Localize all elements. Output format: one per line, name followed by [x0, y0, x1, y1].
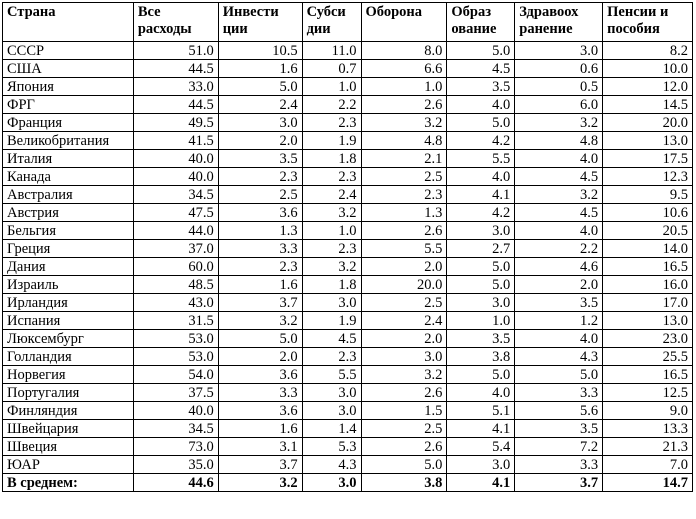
- value-cell: 2.0: [218, 348, 302, 366]
- value-cell: 2.6: [361, 438, 447, 456]
- value-cell: 4.5: [515, 204, 603, 222]
- value-cell: 2.3: [302, 348, 361, 366]
- value-cell: 3.2: [218, 474, 302, 492]
- value-cell: 1.0: [302, 222, 361, 240]
- country-cell: Канада: [3, 168, 134, 186]
- column-header-text: Все: [137, 4, 161, 20]
- column-header: [361, 3, 447, 42]
- value-cell: 2.0: [361, 258, 447, 276]
- value-cell: 4.0: [515, 330, 603, 348]
- value-cell: 2.4: [302, 186, 361, 204]
- value-cell: 16.0: [603, 276, 693, 294]
- column-header-text: Страна: [7, 4, 56, 20]
- country-cell: ЮАР: [3, 456, 134, 474]
- value-cell: 3.6: [218, 204, 302, 222]
- value-cell: 3.1: [218, 438, 302, 456]
- country-cell: Норвегия: [3, 366, 134, 384]
- value-cell: 10.6: [603, 204, 693, 222]
- table-row: [3, 96, 693, 114]
- value-cell: 8.0: [361, 42, 447, 60]
- value-cell: 48.5: [133, 276, 218, 294]
- value-cell: 5.0: [218, 330, 302, 348]
- value-cell: 2.6: [361, 222, 447, 240]
- value-cell: 9.5: [603, 186, 693, 204]
- value-cell: 3.2: [515, 186, 603, 204]
- column-header: [218, 3, 302, 42]
- table-row: [3, 384, 693, 402]
- value-cell: 35.0: [133, 456, 218, 474]
- value-cell: 4.8: [515, 132, 603, 150]
- value-cell: 1.9: [302, 312, 361, 330]
- value-cell: 12.3: [603, 168, 693, 186]
- value-cell: 1.2: [515, 312, 603, 330]
- value-cell: 10.5: [218, 42, 302, 60]
- table-row: [3, 348, 693, 366]
- country-cell: Бельгия: [3, 222, 134, 240]
- table-row: [3, 114, 693, 132]
- value-cell: 14.7: [603, 474, 693, 492]
- value-cell: 2.5: [361, 294, 447, 312]
- value-cell: 40.0: [133, 150, 218, 168]
- country-cell: Франция: [3, 114, 134, 132]
- value-cell: 2.0: [218, 132, 302, 150]
- value-cell: 5.0: [447, 276, 515, 294]
- country-cell: Швеция: [3, 438, 134, 456]
- table-row: [3, 420, 693, 438]
- value-cell: 3.0: [302, 402, 361, 420]
- value-cell: 44.5: [133, 96, 218, 114]
- value-cell: 20.0: [603, 114, 693, 132]
- table-row: [3, 294, 693, 312]
- country-cell: США: [3, 60, 134, 78]
- value-cell: 23.0: [603, 330, 693, 348]
- value-cell: 3.6: [218, 366, 302, 384]
- table-row: [3, 240, 693, 258]
- value-cell: 1.3: [361, 204, 447, 222]
- value-cell: 3.0: [302, 384, 361, 402]
- table-row: [3, 438, 693, 456]
- value-cell: 12.0: [603, 78, 693, 96]
- value-cell: 5.0: [447, 42, 515, 60]
- column-header-text: Здравоох: [519, 4, 579, 20]
- value-cell: 14.0: [603, 240, 693, 258]
- value-cell: 5.0: [447, 114, 515, 132]
- column-header: [515, 3, 603, 42]
- value-cell: 8.2: [603, 42, 693, 60]
- value-cell: 34.5: [133, 186, 218, 204]
- value-cell: 40.0: [133, 402, 218, 420]
- value-cell: 4.5: [447, 60, 515, 78]
- column-header-text: Инвести: [222, 4, 279, 20]
- value-cell: 4.0: [515, 222, 603, 240]
- table-row: [3, 186, 693, 204]
- value-cell: 3.0: [361, 348, 447, 366]
- value-cell: 7.0: [603, 456, 693, 474]
- value-cell: 16.5: [603, 258, 693, 276]
- value-cell: 5.1: [447, 402, 515, 420]
- value-cell: 3.5: [447, 330, 515, 348]
- column-header-text: Субси: [306, 4, 346, 20]
- value-cell: 9.0: [603, 402, 693, 420]
- value-cell: 1.6: [218, 276, 302, 294]
- value-cell: 3.3: [515, 456, 603, 474]
- table-row: [3, 150, 693, 168]
- value-cell: 5.5: [361, 240, 447, 258]
- table-body: [3, 42, 693, 492]
- value-cell: 2.3: [302, 240, 361, 258]
- value-cell: 2.3: [361, 186, 447, 204]
- table-row: [3, 312, 693, 330]
- value-cell: 44.0: [133, 222, 218, 240]
- table-row: [3, 222, 693, 240]
- column-header-text: пособия: [607, 21, 660, 37]
- value-cell: 3.0: [302, 474, 361, 492]
- value-cell: 4.6: [515, 258, 603, 276]
- value-cell: 20.5: [603, 222, 693, 240]
- value-cell: 2.4: [361, 312, 447, 330]
- country-cell: Португалия: [3, 384, 134, 402]
- value-cell: 4.8: [361, 132, 447, 150]
- table-row: [3, 168, 693, 186]
- country-cell: Австрия: [3, 204, 134, 222]
- country-cell: Люксембург: [3, 330, 134, 348]
- value-cell: 2.5: [218, 186, 302, 204]
- country-cell: СССР: [3, 42, 134, 60]
- value-cell: 1.0: [447, 312, 515, 330]
- value-cell: 17.0: [603, 294, 693, 312]
- table-row: [3, 456, 693, 474]
- column-header: [302, 3, 361, 42]
- value-cell: 1.8: [302, 276, 361, 294]
- value-cell: 4.5: [302, 330, 361, 348]
- value-cell: 0.5: [515, 78, 603, 96]
- value-cell: 3.2: [302, 204, 361, 222]
- value-cell: 53.0: [133, 330, 218, 348]
- value-cell: 5.0: [515, 366, 603, 384]
- value-cell: 3.3: [515, 384, 603, 402]
- value-cell: 21.3: [603, 438, 693, 456]
- value-cell: 5.0: [447, 366, 515, 384]
- value-cell: 33.0: [133, 78, 218, 96]
- value-cell: 4.3: [302, 456, 361, 474]
- table-row: [3, 258, 693, 276]
- value-cell: 17.5: [603, 150, 693, 168]
- value-cell: 47.5: [133, 204, 218, 222]
- value-cell: 2.7: [447, 240, 515, 258]
- value-cell: 3.5: [218, 150, 302, 168]
- value-cell: 6.0: [515, 96, 603, 114]
- country-cell: Япония: [3, 78, 134, 96]
- value-cell: 3.0: [302, 294, 361, 312]
- value-cell: 37.0: [133, 240, 218, 258]
- value-cell: 2.2: [515, 240, 603, 258]
- column-header-text: ование: [451, 21, 497, 37]
- value-cell: 40.0: [133, 168, 218, 186]
- table-row: [3, 78, 693, 96]
- table-row: [3, 276, 693, 294]
- value-cell: 1.3: [218, 222, 302, 240]
- value-cell: 4.1: [447, 186, 515, 204]
- value-cell: 4.0: [447, 384, 515, 402]
- value-cell: 53.0: [133, 348, 218, 366]
- value-cell: 2.3: [218, 258, 302, 276]
- value-cell: 2.0: [361, 330, 447, 348]
- value-cell: 3.5: [515, 294, 603, 312]
- country-cell: Израиль: [3, 276, 134, 294]
- value-cell: 4.3: [515, 348, 603, 366]
- value-cell: 3.0: [447, 294, 515, 312]
- value-cell: 5.0: [218, 78, 302, 96]
- value-cell: 37.5: [133, 384, 218, 402]
- value-cell: 5.5: [447, 150, 515, 168]
- value-cell: 13.0: [603, 132, 693, 150]
- column-header: [447, 3, 515, 42]
- column-header-text: Оборона: [365, 4, 423, 20]
- value-cell: 5.0: [361, 456, 447, 474]
- value-cell: 34.5: [133, 420, 218, 438]
- value-cell: 14.5: [603, 96, 693, 114]
- column-header-text: ранение: [519, 21, 573, 37]
- value-cell: 41.5: [133, 132, 218, 150]
- value-cell: 6.6: [361, 60, 447, 78]
- value-cell: 4.2: [447, 204, 515, 222]
- column-header-text: Образ: [451, 4, 492, 20]
- value-cell: 3.0: [447, 222, 515, 240]
- value-cell: 11.0: [302, 42, 361, 60]
- value-cell: 3.0: [515, 42, 603, 60]
- value-cell: 13.0: [603, 312, 693, 330]
- country-cell: Греция: [3, 240, 134, 258]
- value-cell: 3.3: [218, 384, 302, 402]
- table-row: [3, 330, 693, 348]
- value-cell: 4.0: [447, 96, 515, 114]
- column-header: [3, 3, 134, 42]
- value-cell: 3.2: [218, 312, 302, 330]
- value-cell: 3.2: [361, 114, 447, 132]
- value-cell: 1.0: [302, 78, 361, 96]
- value-cell: 1.8: [302, 150, 361, 168]
- value-cell: 2.6: [361, 384, 447, 402]
- value-cell: 3.0: [447, 456, 515, 474]
- value-cell: 1.6: [218, 60, 302, 78]
- value-cell: 12.5: [603, 384, 693, 402]
- value-cell: 4.1: [447, 420, 515, 438]
- value-cell: 3.7: [218, 294, 302, 312]
- value-cell: 2.0: [515, 276, 603, 294]
- average-row: [3, 474, 693, 492]
- country-cell: Австралия: [3, 186, 134, 204]
- value-cell: 43.0: [133, 294, 218, 312]
- value-cell: 2.3: [218, 168, 302, 186]
- value-cell: 54.0: [133, 366, 218, 384]
- value-cell: 16.5: [603, 366, 693, 384]
- table-header: [3, 3, 693, 42]
- average-label: В среднем:: [3, 474, 134, 492]
- table-row: [3, 42, 693, 60]
- table-row: [3, 366, 693, 384]
- value-cell: 4.1: [447, 474, 515, 492]
- value-cell: 5.6: [515, 402, 603, 420]
- value-cell: 1.4: [302, 420, 361, 438]
- column-header: [603, 3, 693, 42]
- value-cell: 5.0: [447, 258, 515, 276]
- value-cell: 4.0: [447, 168, 515, 186]
- value-cell: 49.5: [133, 114, 218, 132]
- value-cell: 13.3: [603, 420, 693, 438]
- value-cell: 25.5: [603, 348, 693, 366]
- country-cell: Великобритания: [3, 132, 134, 150]
- column-header-text: Пенсии и: [607, 4, 669, 20]
- value-cell: 2.6: [361, 96, 447, 114]
- value-cell: 2.3: [302, 114, 361, 132]
- value-cell: 1.5: [361, 402, 447, 420]
- value-cell: 20.0: [361, 276, 447, 294]
- table-row: [3, 402, 693, 420]
- value-cell: 5.3: [302, 438, 361, 456]
- value-cell: 4.0: [515, 150, 603, 168]
- value-cell: 3.8: [361, 474, 447, 492]
- value-cell: 3.5: [447, 78, 515, 96]
- value-cell: 3.3: [218, 240, 302, 258]
- value-cell: 3.7: [218, 456, 302, 474]
- value-cell: 4.5: [515, 168, 603, 186]
- table-row: [3, 204, 693, 222]
- value-cell: 31.5: [133, 312, 218, 330]
- header-row: [3, 3, 693, 42]
- value-cell: 5.4: [447, 438, 515, 456]
- value-cell: 10.0: [603, 60, 693, 78]
- value-cell: 3.7: [515, 474, 603, 492]
- country-cell: Ирландия: [3, 294, 134, 312]
- column-header: [133, 3, 218, 42]
- value-cell: 2.5: [361, 168, 447, 186]
- value-cell: 3.5: [515, 420, 603, 438]
- country-cell: Швейцария: [3, 420, 134, 438]
- table-row: [3, 60, 693, 78]
- country-cell: Дания: [3, 258, 134, 276]
- country-cell: Италия: [3, 150, 134, 168]
- value-cell: 7.2: [515, 438, 603, 456]
- value-cell: 1.6: [218, 420, 302, 438]
- value-cell: 3.6: [218, 402, 302, 420]
- column-header-text: ции: [222, 21, 248, 37]
- country-cell: ФРГ: [3, 96, 134, 114]
- value-cell: 3.8: [447, 348, 515, 366]
- value-cell: 60.0: [133, 258, 218, 276]
- value-cell: 5.5: [302, 366, 361, 384]
- column-header-text: расходы: [137, 21, 192, 37]
- value-cell: 1.9: [302, 132, 361, 150]
- value-cell: 3.2: [361, 366, 447, 384]
- value-cell: 51.0: [133, 42, 218, 60]
- value-cell: 44.5: [133, 60, 218, 78]
- value-cell: 2.5: [361, 420, 447, 438]
- value-cell: 4.2: [447, 132, 515, 150]
- value-cell: 1.0: [361, 78, 447, 96]
- column-header-text: дии: [306, 21, 331, 37]
- value-cell: 2.4: [218, 96, 302, 114]
- country-cell: Голландия: [3, 348, 134, 366]
- value-cell: 2.1: [361, 150, 447, 168]
- value-cell: 73.0: [133, 438, 218, 456]
- value-cell: 2.3: [302, 168, 361, 186]
- country-cell: Испания: [3, 312, 134, 330]
- table-row: [3, 132, 693, 150]
- value-cell: 3.0: [218, 114, 302, 132]
- country-cell: Финляндия: [3, 402, 134, 420]
- value-cell: 3.2: [515, 114, 603, 132]
- value-cell: 44.6: [133, 474, 218, 492]
- value-cell: 0.6: [515, 60, 603, 78]
- value-cell: 0.7: [302, 60, 361, 78]
- spending-table: [2, 2, 693, 492]
- value-cell: 3.2: [302, 258, 361, 276]
- value-cell: 2.2: [302, 96, 361, 114]
